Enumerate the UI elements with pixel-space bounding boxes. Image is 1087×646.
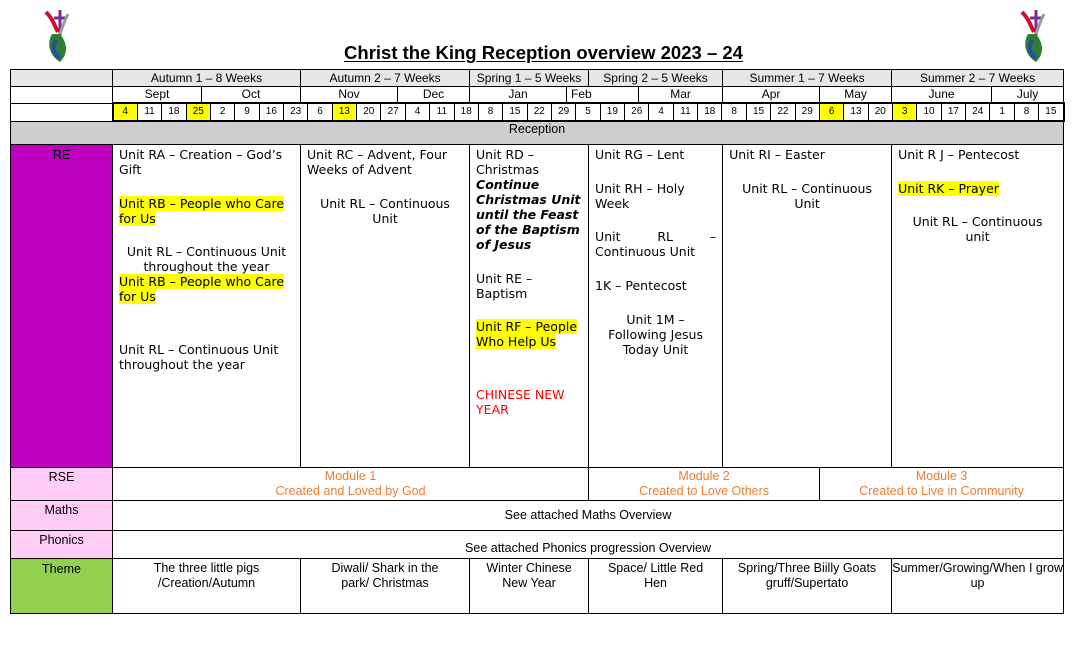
re-justified-line: Unit RL – — [595, 229, 717, 245]
re-text: Unit RA – Creation – God’s Gift — [119, 147, 283, 177]
phonics-overview: See attached Phonics progression Overview — [113, 531, 1064, 559]
term-autumn2: Autumn 2 – 7 Weeks — [301, 70, 470, 87]
week-date: 11 — [430, 104, 454, 120]
week-date: 4 — [649, 104, 673, 120]
week-date: 6 — [308, 104, 332, 120]
week-date: 15 — [747, 104, 771, 120]
re-spring2 — [589, 145, 723, 468]
theme-autumn2: Diwali/ Shark in the park/ Christmas — [301, 559, 470, 614]
phonics-row — [11, 531, 1064, 559]
re-text: 1K – Pentecost — [595, 278, 687, 294]
week-date: 11 — [674, 104, 698, 120]
month-dec: Dec — [398, 87, 470, 104]
row-label-re: RE — [11, 145, 113, 468]
re-highlight: Unit RF – People Who Help Us — [476, 319, 578, 350]
term-summer1: Summer 1 – 7 Weeks — [723, 70, 892, 87]
blank-cell — [11, 87, 113, 104]
week-date: 8 — [479, 104, 503, 120]
re-highlight: Unit RB – People who Care for Us — [119, 195, 285, 226]
week-date: 23 — [284, 104, 308, 120]
re-text: Unit RI – Easter — [729, 147, 825, 162]
month-apr: Apr — [723, 87, 820, 104]
week-date: 20 — [357, 104, 381, 120]
week-date: 22 — [771, 104, 795, 120]
week-date: 18 — [455, 104, 479, 120]
re-text: Unit RL – Continuous Unit — [742, 180, 872, 211]
re-text: Unit RG – Lent — [595, 147, 685, 162]
re-text: Unit RL – Continuous Unit throughout the year — [119, 341, 279, 372]
week-date-strip — [114, 104, 1063, 120]
week-date: 26 — [625, 104, 649, 120]
reception-row — [11, 121, 1064, 145]
row-label-rse: RSE — [11, 468, 113, 501]
re-text: Unit RL – Continuous Unit — [320, 195, 450, 226]
term-spring1: Spring 1 – 5 Weeks — [470, 70, 589, 87]
re-spring1 — [470, 145, 589, 468]
term-row — [11, 70, 1064, 87]
row-label-theme: Theme — [11, 559, 113, 614]
month-sept: Sept — [113, 87, 202, 104]
week-date: 18 — [698, 104, 722, 120]
reception-heading: Reception — [11, 121, 1064, 145]
month-oct: Oct — [202, 87, 301, 104]
week-date: 10 — [917, 104, 941, 120]
month-row — [11, 87, 1064, 104]
week-date: 13 — [333, 104, 357, 120]
blank-cell — [11, 70, 113, 87]
overview-table — [10, 69, 1064, 614]
week-date: 8 — [722, 104, 746, 120]
week-date: 11 — [138, 104, 162, 120]
week-date: 22 — [528, 104, 552, 120]
re-text: Unit RD – Christmas — [476, 147, 540, 177]
week-date: 6 — [820, 104, 844, 120]
week-date: 25 — [187, 104, 211, 120]
maths-overview: See attached Maths Overview — [113, 501, 1064, 531]
row-label-phonics: Phonics — [11, 531, 113, 559]
row-label-maths: Maths — [11, 501, 113, 531]
month-june: June — [892, 87, 992, 104]
re-red-text: CHINESE NEW YEAR — [476, 386, 565, 417]
re-text: Unit RE – Baptism — [476, 270, 533, 301]
rse-module-2: Module 2 Created to Love Others — [589, 468, 820, 501]
re-text: Continue Christmas Unit until the Feast of the Baptism of Jesus — [476, 177, 581, 252]
week-date: 24 — [966, 104, 990, 120]
week-date: 17 — [942, 104, 966, 120]
page-title: Christ the King Reception overview 2023 – 24 — [344, 42, 743, 63]
week-date: 1 — [990, 104, 1014, 120]
month-july: July — [992, 87, 1064, 104]
week-date: 3 — [893, 104, 917, 120]
re-summer1 — [723, 145, 892, 468]
re-highlight: Unit RK – Prayer — [898, 180, 999, 196]
week-date: 27 — [381, 104, 405, 120]
rse-module-1: Module 1 Created and Loved by God — [113, 468, 589, 501]
re-summer2 — [892, 145, 1064, 468]
re-highlight: Unit RB – People who Care for Us — [119, 274, 285, 305]
theme-autumn1: The three little pigs /Creation/Autumn — [113, 559, 301, 614]
re-row — [11, 145, 1064, 468]
week-date: 18 — [162, 104, 186, 120]
rse-row — [11, 468, 1064, 501]
week-date: 29 — [796, 104, 820, 120]
theme-summer1: Spring/Three Biilly Goats gruff/Supertato — [723, 559, 892, 614]
re-text: Unit RH – Holy Week — [595, 180, 685, 211]
theme-row — [11, 559, 1064, 614]
week-date: 9 — [235, 104, 259, 120]
term-autumn1: Autumn 1 – 8 Weeks — [113, 70, 301, 87]
week-date: 20 — [869, 104, 893, 120]
week-date: 15 — [1045, 106, 1057, 117]
re-text: Unit 1M – Following Jesus Today Unit — [608, 311, 703, 357]
re-autumn1 — [113, 145, 301, 468]
week-date: 4 — [114, 104, 138, 120]
re-text: Unit RL – Continuous unit — [912, 214, 1043, 245]
rse-module-3: Module 3 Created to Live in Community — [820, 468, 1064, 501]
week-date: 5 — [576, 104, 600, 120]
theme-summer2: Summer/Growing/When I grow up — [892, 559, 1064, 614]
re-text: Continuous Unit — [595, 244, 696, 260]
month-nov: Nov — [301, 87, 398, 104]
week-date: 19 — [601, 104, 625, 120]
week-date: 8 — [1015, 104, 1039, 120]
week-dates — [113, 103, 1064, 121]
re-text: Unit RC – Advent, Four Weeks of Advent — [307, 147, 447, 177]
month-jan: Jan — [470, 87, 567, 104]
term-summer2: Summer 2 – 7 Weeks — [892, 70, 1064, 87]
re-autumn2 — [301, 145, 470, 468]
re-text: Unit R J – Pentecost — [898, 147, 1020, 162]
blank-cell — [11, 103, 113, 121]
month-may: May — [820, 87, 892, 104]
week-date: 15 — [503, 104, 527, 120]
month-feb: Feb — [567, 87, 639, 104]
week-date: 2 — [211, 104, 235, 120]
week-date: 4 — [406, 104, 430, 120]
week-date: 29 — [552, 104, 576, 120]
week-date: 13 — [844, 104, 868, 120]
theme-spring2: Space/ Little Red Hen — [589, 559, 723, 614]
term-spring2: Spring 2 – 5 Weeks — [589, 70, 723, 87]
week-date: 16 — [260, 104, 284, 120]
re-text: Unit RL – Continuous Unit throughout the year — [126, 244, 287, 275]
month-mar: Mar — [639, 87, 723, 104]
theme-spring1: Winter Chinese New Year — [470, 559, 589, 614]
maths-row — [11, 501, 1064, 531]
week-row — [11, 103, 1064, 121]
